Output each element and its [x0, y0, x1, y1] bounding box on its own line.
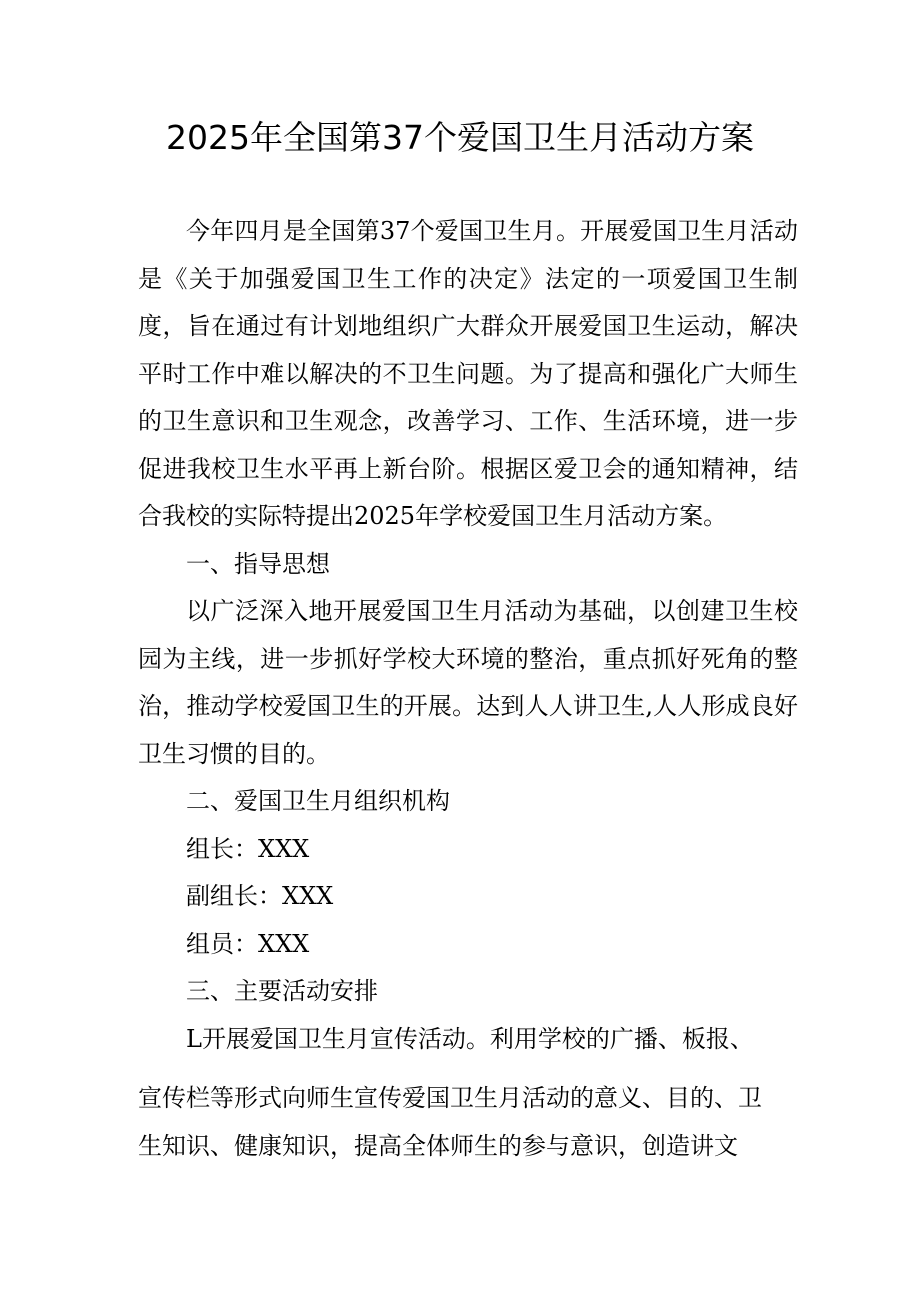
document-body [138, 208, 798, 1170]
organization-deputy-leader: 副组长：XXX [186, 882, 334, 910]
organization-leader: 组长：XXX [186, 834, 310, 863]
activity-item-1-line-3: 生知识、健康知识，提高全体师生的参与意识，创造讲文 [138, 1131, 738, 1160]
section-heading-guiding-ideology: 一、指导思想 [186, 549, 330, 578]
intro-paragraph: 今年四月是全国第37个爱国卫生月。开展爱国卫生月活动是《关于加强爱国卫生工作的决定》法定的一项爱国卫生制度，旨在通过有计划地组织广大群众开展爱国卫生运动，解决平时工作中难以解决的不卫生问题。为了提高和强化广大师生的卫生意识和卫生观念，改善学习、工作、生活环境，进一步促进我校卫生水平再上新台阶。根据区爱卫会的通知精神，结合我校的实际特提出2025年学校爱国卫生月活动方案。 [138, 217, 798, 530]
guiding-ideology-paragraph: 以广泛深入地开展爱国卫生月活动为基础，以创建卫生校园为主线，进一步抓好学校大环境的整治，重点抓好死角的整治，推动学校爱国卫生的开展。达到人人讲卫生,人人形成良好卫生习惯的目的。 [138, 597, 798, 768]
section-heading-organization: 二、爱国卫生月组织机构 [186, 787, 450, 815]
activity-item-1-line-2: 宣传栏等形式向师生宣传爱国卫生月活动的意义、目的、卫 [138, 1084, 762, 1112]
section-heading-activities: 三、主要活动安排 [186, 977, 378, 1005]
document-title: 2025年全国第37个爱国卫生月活动方案 [166, 118, 754, 157]
activity-item-1-first-line: L开展爱国卫生月宣传活动。利用学校的广播、板报、 [186, 1024, 754, 1053]
organization-members: 组员：XXX [186, 929, 310, 958]
activity-item-1-continuation [138, 1075, 798, 1170]
